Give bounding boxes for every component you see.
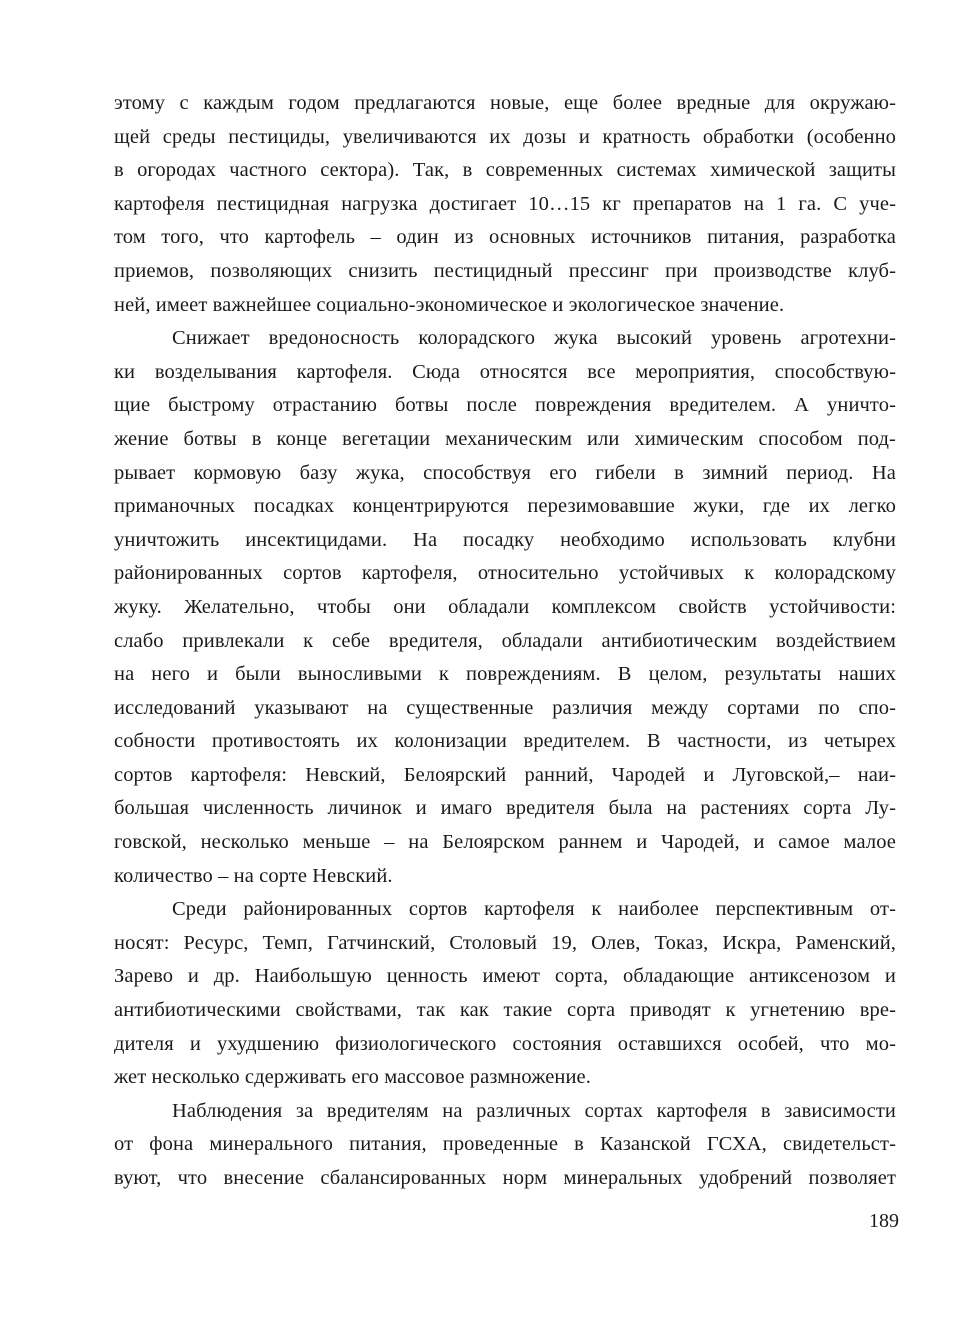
text-line: жуку. Желательно, чтобы они обладали комплексом свойств устойчивости:	[114, 595, 896, 618]
text-line: Зарево и др. Наибольшую ценность имеют сорта, обладающие антиксенозом и	[114, 965, 896, 988]
paragraph-4	[114, 1095, 896, 1196]
text-line: дителя и ухудшению физиологического состояния оставшихся особей, что мо-	[114, 1032, 896, 1055]
text-line: говской, несколько меньше – на Белоярском раннем и Чародей, и самое малое	[114, 831, 896, 854]
text-line: количество – на сорте Невский.	[114, 864, 393, 887]
text-line: собности противостоять их колонизации вредителем. В частности, из четырех	[114, 730, 896, 753]
text-line: щие быстрому отрастанию ботвы после повреждения вредителем. А уничто-	[114, 394, 896, 417]
page-number: 189	[869, 1210, 899, 1232]
text-line: рывает кормовую базу жука, способствуя его гибели в зимний период. На	[114, 461, 896, 484]
text-line: слабо привлекали к себе вредителя, обладали антибиотическим воздействием	[114, 629, 896, 652]
paragraph-1	[114, 87, 896, 322]
text-line: приемов, позволяющих снизить пестицидный прессинг при производстве клуб-	[114, 259, 896, 282]
text-line: жение ботвы в конце вегетации механическим или химическим способом под-	[114, 427, 896, 450]
text-line: вуют, что внесение сбалансированных норм минеральных удобрений позволяет	[114, 1167, 896, 1189]
text-line: щей среды пестициды, увеличиваются их дозы и кратность обработки (особенно	[114, 125, 896, 148]
text-line: Снижает вредоносность колорадского жука высокий уровень агротехни-	[172, 327, 896, 350]
text-line: сортов картофеля: Невский, Белоярский ранний, Чародей и Луговской,– наи-	[114, 763, 896, 786]
text-line: носят: Ресурс, Темп, Гатчинский, Столовый 19, Олев, Токаз, Искра, Раменский,	[114, 931, 896, 954]
text-line: Среди районированных сортов картофеля к наиболее перспективным от-	[172, 898, 896, 921]
text-line: районированных сортов картофеля, относительно устойчивых к колорадскому	[114, 562, 896, 585]
text-line: ней, имеет важнейшее социально-экономическое и экологическое значение.	[114, 293, 785, 316]
text-line: этому с каждым годом предлагаются новые, еще более вредные для окружаю-	[114, 92, 896, 114]
text-line: картофеля пестицидная нагрузка достигает 10…15 кг препаратов на 1 га. С уче-	[114, 192, 896, 215]
text-line: большая численность личинок и имаго вредителя была на растениях сорта Лу-	[114, 797, 896, 820]
text-line: том того, что картофель – один из основных источников питания, разработка	[114, 226, 896, 249]
text-line: в огородах частного сектора). Так, в современных системах химической защиты	[114, 159, 896, 182]
text-line: жет несколько сдерживать его массовое размножение.	[114, 1066, 591, 1089]
text-line: приманочных посадках концентрируются перезимовавшие жуки, где их легко	[114, 495, 896, 518]
paragraph-3	[114, 893, 896, 1095]
text-line: Наблюдения за вредителям на различных сортах картофеля в зависимости	[172, 1099, 896, 1122]
paragraph-2	[114, 322, 896, 893]
text-line: антибиотическими свойствами, так как такие сорта приводят к угнетению вре-	[114, 999, 896, 1022]
page-body	[114, 87, 896, 1196]
text-line: исследований указывают на существенные различия между сортами по спо-	[114, 696, 896, 719]
text-line: от фона минерального питания, проведенные в Казанской ГСХА, свидетельст-	[114, 1133, 896, 1156]
text-line: уничтожить инсектицидами. На посадку необходимо использовать клубни	[114, 528, 896, 551]
text-line: на него и были выносливыми к повреждениям. В целом, результаты наших	[114, 663, 896, 686]
text-line: ки возделывания картофеля. Сюда относятся все мероприятия, способствую-	[114, 360, 896, 383]
